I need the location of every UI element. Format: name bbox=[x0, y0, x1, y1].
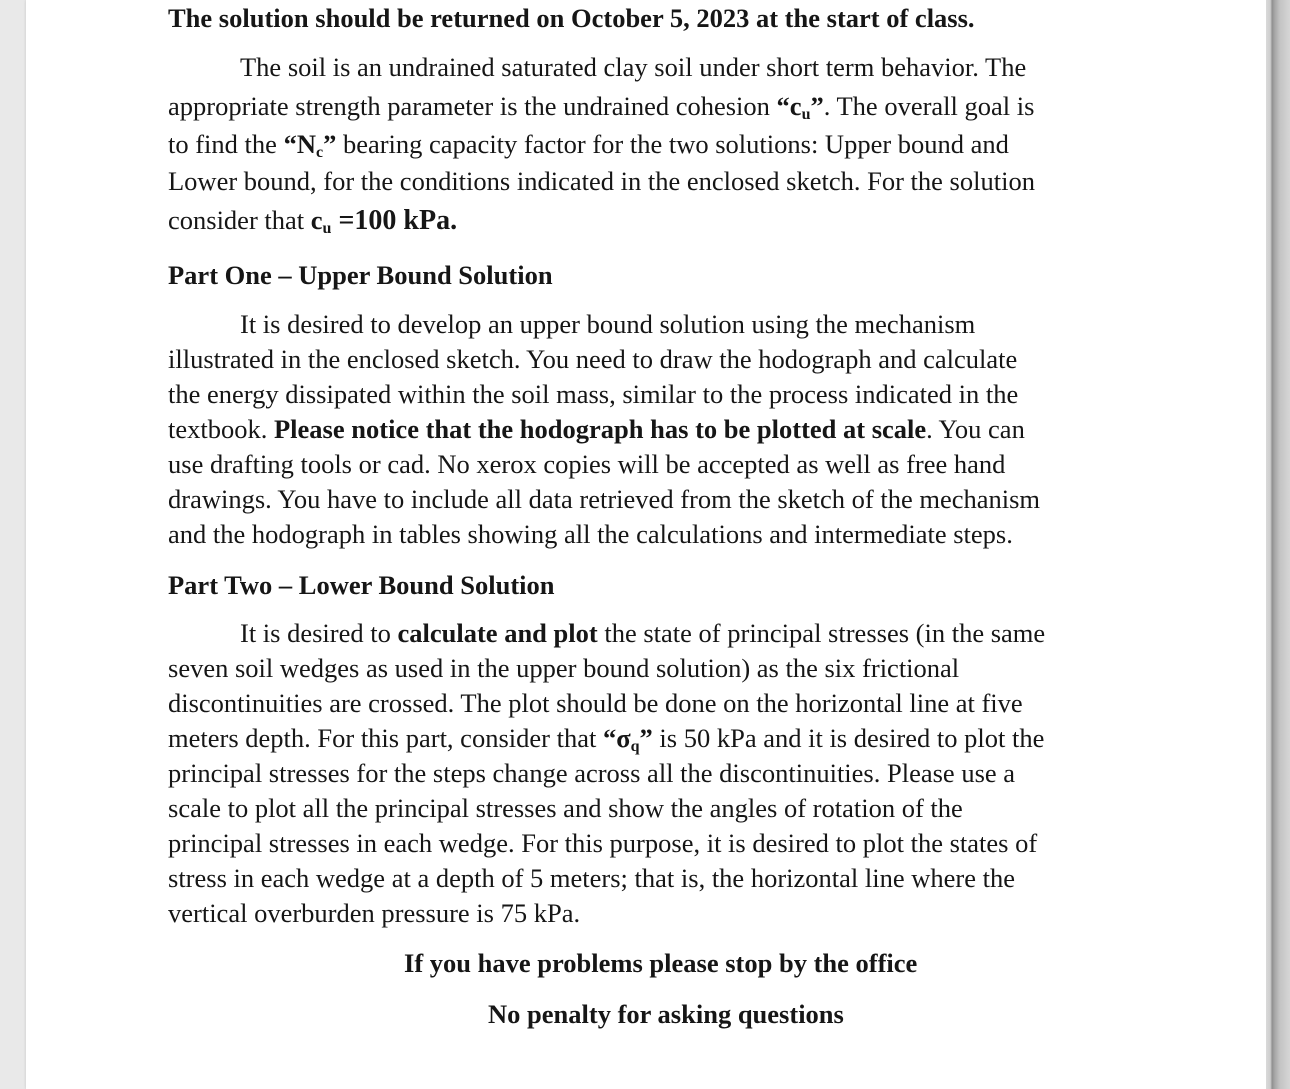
part-two-heading: Part Two – Lower Bound Solution bbox=[168, 570, 555, 600]
intro-line-3: to find the “$N_c$” bearing capacity factor for the two solutions: Upper bound and bbox=[168, 129, 1009, 161]
part-one-line-5: use drafting tools or cad. No xerox copies will be accepted as well as free hand bbox=[168, 449, 1006, 479]
part-one-line-4: textbook. Please notice that the hodograph has to be plotted at scale. You can bbox=[168, 414, 1025, 444]
part-two-line-9: vertical overburden pressure is 75 kPa. bbox=[168, 898, 581, 928]
part-two-line-2: seven soil wedges as used in the upper bound solution) as the six frictional bbox=[168, 653, 960, 683]
part-one-heading: Part One – Upper Bound Solution bbox=[168, 260, 553, 290]
part-two-line-4: meters depth. For this part, consider that “$\sigma_q$” is 50 kPa and it is desired to plot the bbox=[168, 723, 1045, 755]
intro-line-5: consider that $c_u =100$ kPa. bbox=[168, 205, 458, 237]
intro-line-2: appropriate strength parameter is the undrained cohesion “$c_u$”. The overall goal is bbox=[168, 91, 1035, 123]
part-two-line-7: principal stresses in each wedge. For this purpose, it is desired to plot the states of bbox=[168, 828, 1038, 858]
part-two-line-3: discontinuities are crossed. The plot should be done on the horizontal line at five bbox=[168, 688, 1023, 718]
footer-line-2: No penalty for asking questions bbox=[488, 999, 844, 1029]
part-one-paragraph bbox=[168, 307, 1040, 552]
footer-line-1: If you have problems please stop by the office bbox=[404, 948, 918, 978]
intro-paragraph bbox=[168, 50, 1035, 238]
part-one-line-2: illustrated in the enclosed sketch. You need to draw the hodograph and calculate bbox=[168, 344, 1018, 374]
part-two-line-5: principal stresses for the steps change across all the discontinuities. Please use a bbox=[168, 758, 1016, 788]
part-one-line-7: and the hodograph in tables showing all the calculations and intermediate steps. bbox=[168, 519, 1013, 549]
part-one-line-6: drawings. You have to include all data retrieved from the sketch of the mechanism bbox=[168, 484, 1041, 514]
return-notice: The solution should be returned on October 5, 2023 at the start of class. bbox=[168, 3, 975, 33]
page-edge-shadow bbox=[1266, 0, 1290, 1089]
intro-line-1: The soil is an undrained saturated clay soil under short term behavior. The bbox=[240, 52, 1027, 82]
part-one-line-1: It is desired to develop an upper bound solution using the mechanism bbox=[240, 309, 976, 339]
part-two-line-6: scale to plot all the principal stresses and show the angles of rotation of the bbox=[168, 793, 963, 823]
part-two-paragraph bbox=[168, 616, 1045, 931]
part-one-line-3: the energy dissipated within the soil mass, similar to the process indicated in the bbox=[168, 379, 1019, 409]
part-two-line-8: stress in each wedge at a depth of 5 meters; that is, the horizontal line where the bbox=[168, 863, 1015, 893]
part-two-line-1: It is desired to calculate and plot the state of principal stresses (in the same bbox=[240, 618, 1046, 648]
intro-line-4: Lower bound, for the conditions indicated in the enclosed sketch. For the solution bbox=[168, 166, 1035, 196]
